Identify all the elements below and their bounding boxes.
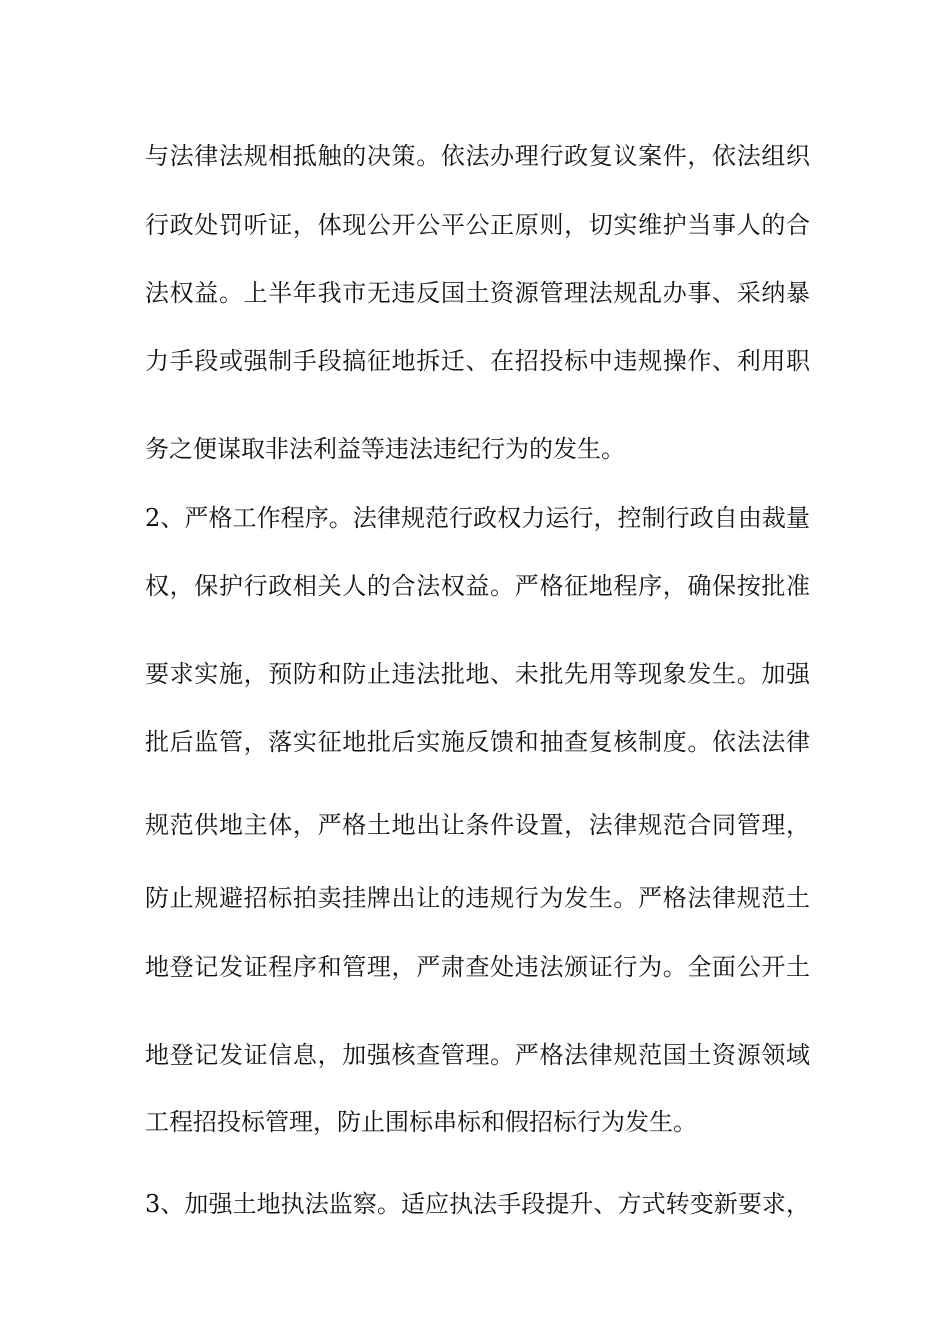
text-line-12: 地登记发证程序和管理，严肃查处违法颁证行为。全面公开土 bbox=[145, 953, 810, 981]
text-line-11: 防止规避招标拍卖挂牌出让的违规行为发生。严格法律规范土 bbox=[145, 884, 810, 912]
text-line-7: 权，保护行政相关人的合法权益。严格征地程序，确保按批准 bbox=[145, 572, 810, 600]
text-line-6: 2、严格工作程序。法律规范行政权力运行，控制行政自由裁量 bbox=[145, 504, 810, 532]
text-line-8: 要求实施，预防和防止违法批地、未批先用等现象发生。加强 bbox=[145, 660, 810, 688]
text-line-3: 法权益。上半年我市无违反国土资源管理法规乱办事、采纳暴 bbox=[145, 279, 810, 307]
text-line-13: 地登记发证信息，加强核查管理。严格法律规范国土资源领域 bbox=[145, 1041, 810, 1069]
text-line-1: 与法律法规相抵触的决策。依法办理行政复议案件，依法组织 bbox=[145, 142, 810, 170]
text-line-9: 批后监管，落实征地批后实施反馈和抽查复核制度。依法法律 bbox=[145, 728, 810, 756]
text-line-14: 工程招投标管理，防止围标串标和假招标行为发生。 bbox=[145, 1108, 697, 1136]
text-line-2: 行政处罚听证，体现公开公平公正原则，切实维护当事人的合 bbox=[145, 211, 810, 239]
text-line-4: 力手段或强制手段搞征地拆迁、在招投标中违规操作、利用职 bbox=[145, 347, 810, 375]
text-line-5: 务之便谋取非法利益等违法违纪行为的发生。 bbox=[145, 435, 625, 463]
text-line-15: 3、加强土地执法监察。适应执法手段提升、方式转变新要求， bbox=[145, 1190, 810, 1218]
text-line-10: 规范供地主体，严格土地出让条件设置，法律规范合同管理， bbox=[145, 811, 810, 839]
